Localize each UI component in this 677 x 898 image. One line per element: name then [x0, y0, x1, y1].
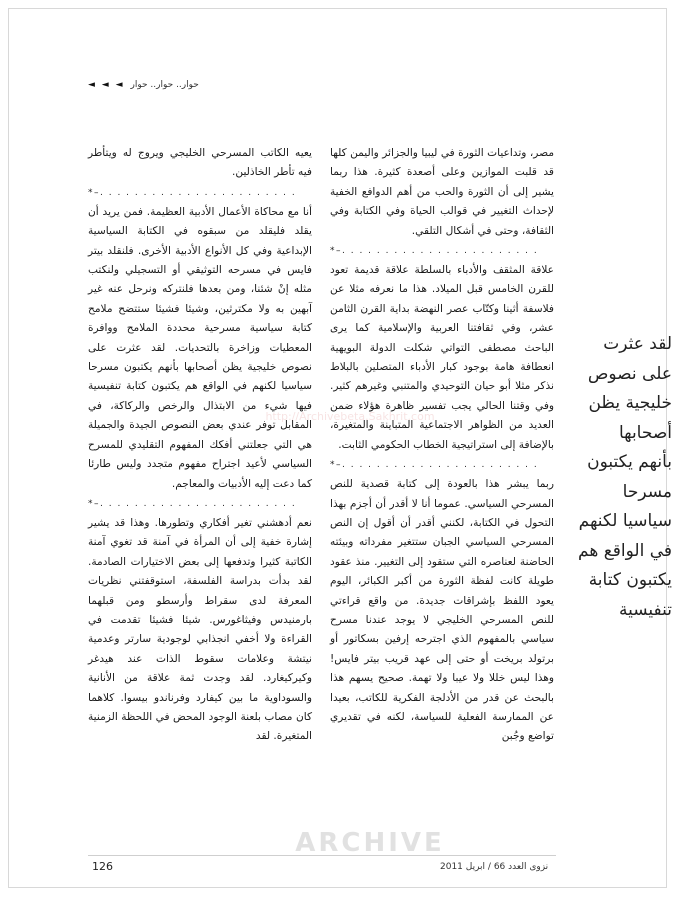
header-label: حوار.. حوار.. حوار [130, 80, 199, 90]
left-paragraph-3: نعم أدهشني تغير أفكاري وتطورها. وهذا قد يشير إشارة خفية إلى أن المرأة في آمنة قد تغوي آمنة الكاتبة كثيرا وتدفعها إلى بعض الاختيارات الصادمة. لقد بدأت بدراسة الفلسفة، استوقفتني نظريات المعرفة لدى سقراط وأرسطو ومن قبلهما بارمنيدس وفيثاغورس. شيئا فشيئا تقدمت في القراءة ولا أخفي انجذابي لوجودية سارتر وعدمية نيتشة وعلامات سقوط الذات عند هيدغر وكيركيغارد. لقد وجدت ثمة علاقة من الأنانية والسوداوية ما بين كيفارد وفرناندو بيسوا. كلاهما كان مصاب بلعنة الوجود المحض في اللحظة الزمنية المتغيرة. لقد [88, 516, 312, 743]
section-header [88, 80, 199, 90]
pull-quote-line: بأنهم يكتبون [587, 452, 672, 472]
pull-quote-line: يكتبون كتابة [588, 570, 672, 590]
mid-paragraph-3: ربما يبشر هذا بالعودة إلى كتابة قصدية للنص المسرحي السياسي. عموما أنا لا أقدر أن أجزم بهذا التحول في الكتابة، لكنني أقدر أن أقول إن النص المسرحي السياسي الجبان ستتغير مفرداته وبيئته الحاضنة لعناصره التي ستقود إلى التغيير. منذ عقود طويلة كانت لفظة الثورة من أكبر الكبائر، اليوم يعود اللفظ بإشراقات جديدة. من واقع قراءتي للنص المسرحي الخليجي لا يوجد عندنا مسرح سياسي بالمفهوم الذي اجترحه إرفين بسكاتور أو برتولد بريخت أو حتى إلى عهد قريب بيتر فايس! وهذا ليس خللا ولا عيبا ولا تهمة. صحيح يسهم هذا بالبحث عن قدر من الأدلجة الفكرية للكاتب، بعيدا عن الممارسة الفعلية للسياسة، لكنه في تقديري تواضع وجُبن [330, 478, 554, 743]
section-separator: *–. . . . . . . . . . . . . . . . . . . . . . . [88, 498, 297, 509]
watermark-url: http://Archivebeta.Sakhrit.com [265, 410, 435, 423]
left-paragraph-1: يعيه الكاتب المسرحي الخليجي ويروج له ويتأطر فيه تأطر الخاذلين. [88, 147, 312, 179]
page-number: 126 [92, 860, 113, 873]
pull-quote-line: على نصوص [587, 363, 672, 384]
pull-quote-line: في الواقع هم [578, 540, 672, 561]
section-separator: *–. . . . . . . . . . . . . . . . . . . . . . . [330, 246, 539, 257]
pull-quote-line: لقد عثرت [603, 334, 672, 354]
pull-quote [562, 330, 672, 625]
mid-paragraph-1: مصر، وتداعيات الثورة في ليبيا والجزائر واليمن كلها قد قلبت الموازين وعلى أصعدة كثيرة. هذا ربما يشير إلى أن الثورة والحب من أهم الدوافع الخفية لإحداث التغيير في قوالب الحياة وفي الكتابة وفي الثقافة، وحتى في أشكال التلقي. [330, 147, 554, 237]
left-paragraph-2: أنا مع محاكاة الأعمال الأدبية العظيمة. فمن يريد أن يقلد فليقلد من سبقوه في الكتابة السياسية الإبداعية وفي كل الأنواع الأدبية الأخرى. فلنقلد بيتر فايس في مسرحه التوثيقي أو التسجيلي ولنكتب مثله إنْ شئنا، ومن بعدها فلنتركه ونرحل عنه غير آبهين به ولا مكترثين، وشيئا فشيئا ستتضح ملامح كتابة سياسية مسرحية محددة الملامح ووافرة المعطيات وزاخرة بالتحديات. لقد عثرت على نصوص خليجية يظن أصحابها بأنهم يكتبون مسرحا سياسيا لكنهم في الواقع هم يكتبون كتابة تنفيسية فيها شيء من الابتذال والرخص والركاكة، في المقابل توفر عندي بعض النصوص الجيدة والجميلة هي التي جعلتني أفكك المفهوم التقليدي للمسرح السياسي لأعيد اجتراح مفهوم متجدد وليس طارئا كما دعت إليه الأدبيات والمعاجم. [88, 205, 312, 490]
pull-quote-line: مسرحا [622, 481, 672, 502]
footer-divider [88, 855, 556, 856]
pull-quote-line: سياسيا لكنهم [578, 511, 672, 531]
header-arrows-icon: ◄ ◄ ◄ [88, 80, 125, 90]
issue-info: نزوى العدد 66 / ابريل 2011 [440, 862, 549, 872]
pull-quote-line: خليجية يظن [588, 393, 672, 413]
mid-paragraph-2: علاقة المثقف والأدباء بالسلطة علاقة قديمة تعود للقرن الخامس قبل الميلاد. هذا ما نعرفه مثلا عن فلاسفة أثينا وكتّاب عصر النهضة بداية القرن الثامن عشر، وفي ثقافتنا العربية والإسلامية كما يرى الباحث مصطفى التواتي شكلت الدولة البويهية انعطافة هامة بوجود كبار الأدباء المتصلين بالبلاط نذكر مثلا أبو حيان التوحيدي والمتنبي وغيرهم كثير. وفي وقتنا الحالي يجب تفسير ظاهرة هؤلاء ضمن العديد من الظواهر الاجتماعية المتباينة والمتغيرة، بالإضافة إلى استراتيجية الخطاب الحكومي الثابت. [330, 264, 554, 451]
pull-quote-line: أصحابها [618, 422, 672, 443]
section-separator: *–. . . . . . . . . . . . . . . . . . . . . . . [330, 460, 539, 471]
watermark-logo: ARCHIVE [295, 828, 445, 858]
middle-column [330, 144, 554, 747]
pull-quote-line: تنفيسية [618, 599, 672, 620]
section-separator: *–. . . . . . . . . . . . . . . . . . . . . . . [88, 187, 297, 198]
left-column [88, 144, 312, 747]
